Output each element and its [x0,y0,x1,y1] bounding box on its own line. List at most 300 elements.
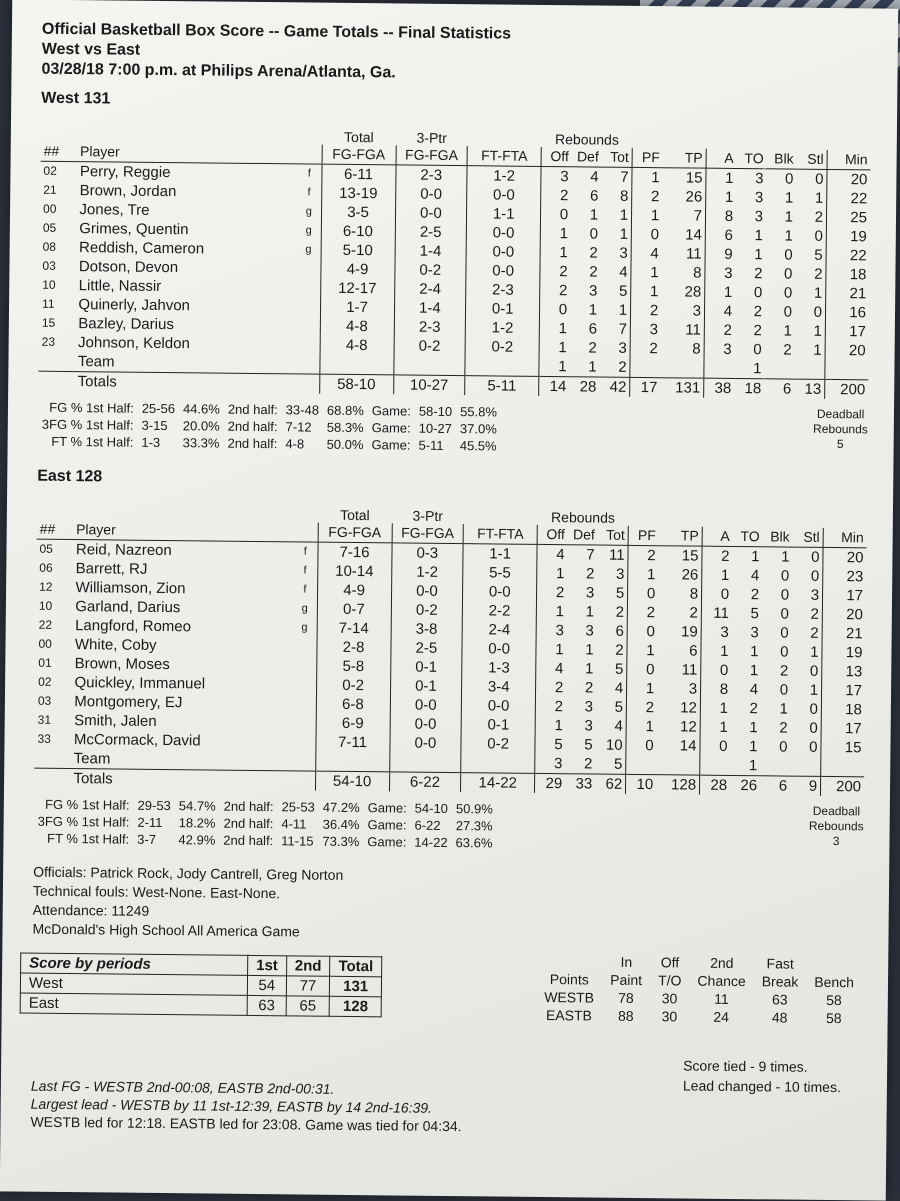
def-reb-cell: 4 [590,168,599,186]
fg-cell: 7-11 [316,733,390,753]
tot-reb-cell: 4 [596,679,627,698]
pf-cell: 1 [650,264,659,282]
off-reb-cell: 1 [555,603,565,621]
tot-reb-cell: 5 [600,282,631,301]
three-fg-cell: 0-0 [390,714,462,734]
led-for-line: WESTB led for 12:18. EASTB led for 23:08. Game was tied for 04:34. [30,1113,462,1135]
ft-cell: 5-5 [463,563,537,583]
steals-cell: 1 [795,322,826,341]
player-header: Player [73,520,294,542]
def-reb-cell: 5 [584,736,593,754]
bench-header: Bench [814,973,855,991]
player-position [296,316,320,335]
blank [34,768,71,788]
stl-header: Stl [793,528,824,548]
tot-reb-cell: 7 [601,167,632,187]
team-label: Team [77,353,115,371]
minutes-cell: 22 [850,190,868,208]
blank [291,771,315,791]
pct-h2: 11-15 [281,833,314,849]
fg-cell: 6-8 [316,695,390,715]
def-reb-cell: 2 [584,679,594,697]
def-reb-cell: 0 [589,225,599,243]
blank [38,371,75,391]
player-position [292,656,316,675]
blocks-cell: 1 [784,227,793,245]
tot-reb-cell: 4 [600,263,631,282]
period-total-score: 128 [329,996,381,1017]
player-number: 10 [38,598,53,613]
west-player-rows [38,161,870,399]
player-name: Johnson, Keldon [77,334,190,353]
ft-cell: 2-2 [463,601,537,621]
blocks-cell: 0 [780,567,790,585]
minutes-cell: 17 [849,323,866,341]
def-reb-cell: 1 [584,660,594,678]
east-deadball-rebounds [809,804,864,850]
player-name: Garland, Darius [75,598,181,617]
deadball-rebounds-label: Rebounds [808,818,864,834]
player-name: White, Coby [74,636,157,654]
tot-reb-cell: 3 [597,565,628,584]
player-number: 21 [43,182,57,197]
tot-reb-cell: 5 [596,698,627,717]
player-position: f [307,186,311,199]
tot-reb-cell: 8 [601,187,632,206]
player-number: 03 [42,258,56,273]
player-number: 33 [37,731,51,746]
off-reb-cell: 1 [555,641,564,659]
fg-cell: 5-8 [316,657,390,677]
pct-label: 3FG % 1st Half: [37,813,130,830]
minutes-cell: 20 [846,606,863,624]
off-reb-cell: 14 [539,376,570,396]
def-header: Def [572,147,602,167]
period-1-score: 54 [247,975,286,995]
min-header: Min [827,150,871,170]
off-reb-cell: 1 [559,225,569,243]
fg-cell: 2-8 [317,638,391,658]
second-chance-points: 11 [714,990,729,1007]
east-team-title: East 128 [37,467,103,486]
pct-h2: 4-11 [281,816,307,832]
blocks-cell: 1 [784,208,794,226]
assists-cell: 1 [719,699,729,717]
minutes-cell: 25 [850,209,868,227]
points-cell: 19 [658,622,702,641]
rebounds-group-header: Rebounds [551,509,616,526]
steals-cell: 13 [794,379,825,399]
off-reb-cell: 4 [556,546,565,564]
assists-cell: 1 [719,718,728,736]
pct-gl: Game: [367,800,407,816]
steals-cell [794,360,825,380]
fg-cell [319,355,393,375]
def-reb-cell: 6 [589,187,599,205]
steals-cell: 3 [792,586,823,605]
blank [295,374,319,394]
player-name: Perry, Reggie [79,163,171,182]
officials-line: Officials: Patrick Rock, Jody Cantrell, Greg Norton [33,863,344,883]
pct-h2p: 58.3% [326,419,364,436]
three-ptr-group-header: 3-Ptr [416,129,447,146]
assists-cell: 1 [724,188,734,206]
blocks-cell: 0 [780,624,789,642]
pct-label: FG % 1st Half: [49,399,134,416]
three-ptr-group-header: 3-Ptr [412,507,444,524]
fg-cell: 6-10 [321,222,395,242]
fg-cell: 54-10 [315,771,389,791]
tot-reb-cell: 2 [599,358,630,378]
pf-cell: 0 [646,661,655,679]
off-reb-cell: 1 [556,565,565,583]
assists-cell: 3 [723,340,732,358]
tot-reb-cell: 1 [601,206,632,225]
points-cell: 2 [658,603,702,622]
player-name: Smith, Jalen [74,712,157,730]
attendance-line: Attendance: 11249 [32,901,150,919]
points-cell: 8 [658,584,702,603]
deadball-rebounds-label: Rebounds [813,421,868,437]
player-position [296,278,320,297]
points-cell: 6 [658,641,702,660]
pct-h1: 29-53 [137,797,171,814]
pf-cell: 10 [626,774,657,794]
player-position: g [301,621,308,634]
pf-header: PF [628,526,659,546]
points-cell: 14 [662,225,706,244]
pct-g: 54-10 [414,800,449,817]
blocks-cell [764,359,794,379]
pct-gl: Game: [371,403,411,419]
points-cell: 3 [661,301,705,320]
blocks-cell: 0 [783,284,793,302]
def-reb-cell: 2 [585,565,595,583]
fg-cell: 3-5 [321,203,395,223]
blocks-cell: 0 [784,246,793,264]
assists-cell: 3 [720,623,729,641]
minutes-cell: 22 [849,247,867,265]
player-name: Quinerly, Jahvon [78,296,191,315]
fg-cell: 13-19 [321,184,395,204]
document-title: Official Basketball Box Score -- Game Totals -- Final Statistics [41,20,512,43]
player-position: f [303,545,307,558]
pct-g: 14-22 [414,834,448,850]
pct-h2: 25-53 [281,799,315,815]
off-header: Off [537,525,568,545]
pf-cell: 0 [646,585,656,603]
def-reb-cell: 3 [585,622,594,640]
totals-label: Totals [75,372,296,394]
to-header: TO [733,527,763,547]
player-name: Grimes, Quentin [79,220,189,239]
off-reb-cell: 1 [554,717,563,735]
blocks-cell: 1 [779,700,788,718]
off-reb-cell: 2 [559,187,569,205]
pct-label: FG % 1st Half: [44,796,130,813]
total-group-header: Total [340,506,370,524]
tot-reb-cell: 5 [595,755,626,775]
player-position [292,637,316,656]
blocks-cell: 0 [780,643,789,661]
blank [38,352,75,372]
three-fg-cell: 0-2 [394,336,466,356]
player-number: 02 [38,674,52,689]
steals-cell: 2 [792,605,823,624]
pf-cell: 3 [649,321,659,339]
document-header [41,20,872,89]
tot-reb-cell: 5 [597,584,628,603]
player-name: Reid, Nazreon [75,541,172,560]
three-fg-cell: 1-4 [395,241,467,261]
player-number: 31 [37,712,52,727]
def-reb-cell: 1 [588,358,597,376]
fg-cell: 6-11 [321,164,395,184]
three-fg-cell: 3-8 [391,619,463,639]
player-name: Langford, Romeo [75,617,192,636]
steals-cell: 1 [795,341,826,360]
steals-cell: 2 [796,208,827,227]
pct-g: 6-22 [414,817,441,833]
ft-cell [461,753,535,773]
ft-cell: 0-0 [462,639,536,659]
ft-cell: 0-0 [463,582,537,602]
bench-points: 58 [825,1009,842,1027]
blocks-cell: 0 [783,303,793,321]
def-reb-cell: 2 [589,263,598,281]
tot-reb-cell: 1 [600,301,631,320]
pct-h2p: 36.4% [322,816,360,833]
second-chance-header-1: 2nd [710,954,734,971]
player-number: 10 [42,277,56,292]
num-header: ## [37,520,74,540]
pf-cell: 1 [649,283,659,301]
player-name: Brown, Jordan [79,182,177,201]
num-header: ## [41,142,78,162]
points-cell: 26 [662,187,706,206]
player-name: Little, Nassir [78,277,162,295]
ft-cell: 1-2 [467,166,541,186]
ft-cell: 2-4 [462,620,536,640]
def-reb-cell: 33 [565,774,595,794]
steals-cell: 1 [795,284,826,303]
ft-cell: 0-0 [467,185,541,205]
pct-h2: 7-12 [285,419,312,435]
east-shooting-pct [33,796,863,856]
paint-header-2: Paint [610,971,643,989]
turnover-header-1: Off [660,954,680,971]
fg-cell: 4-9 [320,260,394,280]
player-name: Williamson, Zion [75,579,186,598]
blocks-cell: 0 [785,170,794,188]
blocks-cell: 6 [760,776,790,796]
ft-cell [465,356,539,376]
player-position [296,335,320,354]
minutes-cell: 18 [849,266,867,284]
minutes-cell: 21 [849,285,867,303]
turnovers-cell: 1 [749,662,759,680]
east-box-table [34,504,867,797]
pct-label: FT % 1st Half: [51,433,134,450]
second-chance-header-2: Chance [697,972,746,990]
period-2-score: 65 [286,996,330,1016]
tot-reb-cell: 6 [597,622,628,641]
stl-header: Stl [797,150,828,170]
turnovers-cell: 1 [754,227,763,245]
player-number: 03 [37,693,52,708]
def-reb-cell: 3 [584,717,593,735]
deadball-label: Deadball [816,406,865,422]
tot-header: Tot [602,148,633,168]
score-by-periods-table [20,953,383,1018]
pf-cell: 1 [650,207,660,225]
score-tied-line: Score tied - 9 times. [683,1057,808,1075]
player-position [296,297,320,316]
player-name: Jones, Tre [79,201,150,219]
off-reb-cell: 2 [555,584,565,602]
pct-h1p: 42.9% [178,832,216,848]
player-number: 22 [38,617,53,632]
game-flow-notes [30,1057,861,1140]
steals-cell: 9 [790,776,821,796]
turnovers-cell: 1 [749,719,758,737]
player-position [296,259,320,278]
game-notes [32,863,863,948]
turnovers-cell: 26 [730,775,760,795]
pct-h1p: 18.2% [178,815,216,831]
game-name-line: McDonald's High School All America Game [32,920,300,940]
turnovers-cell: 18 [734,378,764,398]
points-cell: 14 [657,736,701,755]
player-number: 12 [39,579,53,594]
pct-h2p: 73.3% [322,833,360,850]
blk-header: Blk [763,527,793,547]
minutes-cell: 13 [845,663,863,681]
minutes-cell [821,757,865,777]
off-reb-cell: 3 [555,622,564,640]
points-breakdown-table [536,952,862,1027]
three-fg-cell: 0-1 [390,657,462,677]
ft-cell: 14-22 [461,773,535,793]
assists-cell: 3 [724,264,733,282]
off-header: Off [541,147,572,167]
pct-label: 3FG % 1st Half: [41,416,134,433]
paint-header-1: In [620,953,633,970]
period-2-score: 77 [286,976,330,996]
points-cell: 28 [661,282,705,301]
pct-h2l: 2nd half: [227,401,278,418]
points-cell: 15 [659,546,703,566]
turnovers-cell: 1 [751,548,760,566]
turnovers-cell: 4 [749,681,759,699]
fg-cell: 4-8 [320,317,394,337]
fg-cell: 0-7 [317,600,391,620]
def-header: Def [568,525,598,545]
minutes-cell: 20 [846,549,864,567]
pf-header: PF [632,148,663,168]
pf-cell: 1 [645,680,655,698]
three-fg-cell: 0-0 [390,695,462,715]
assists-cell: 2 [723,321,732,339]
pf-cell: 0 [645,737,654,755]
points-cell: 8 [662,263,706,282]
paint-points: 78 [618,989,634,1006]
off-reb-cell: 3 [560,168,569,186]
turnovers-cell: 2 [754,265,763,283]
total-header: Total [330,956,382,977]
steals-cell: 1 [791,681,822,700]
def-reb-cell: 1 [585,641,594,659]
minutes-cell: 18 [845,701,862,719]
three-fg-cell: 0-0 [389,733,461,753]
player-number: 00 [43,201,57,216]
ft-cell: 0-0 [466,242,540,262]
tot-reb-cell: 2 [597,603,628,622]
east-player-rows [34,539,867,796]
player-position: f [303,564,307,577]
a-header: A [702,527,733,547]
pct-gp: 45.5% [459,438,497,454]
pf-cell: 17 [630,377,661,397]
pf-cell: 2 [647,547,656,565]
minutes-cell: 17 [845,682,863,700]
three-fg-cell: 2-4 [394,279,466,299]
blocks-cell: 2 [779,662,789,680]
west-shooting-pct [38,399,868,459]
ft-cell: 0-0 [466,261,540,281]
fg-cell: 58-10 [319,374,393,394]
points-cell: 12 [657,698,701,717]
points-header: Points [549,971,589,988]
assists-cell: 6 [724,226,733,244]
turnovers-cell: 3 [750,624,759,642]
deadball-value: 5 [836,437,844,452]
ft-cell: 0-0 [466,223,540,243]
ft-cell: 1-2 [466,318,540,338]
pct-gl: Game: [367,834,407,850]
pf-cell: 1 [645,718,654,736]
fg-cell: 1-7 [320,298,394,318]
blocks-cell: 0 [780,605,789,623]
off-reb-cell: 0 [559,206,569,224]
turnovers-cell: 1 [749,738,758,756]
pf-cell: 2 [646,604,656,622]
bench-points: 58 [826,991,842,1009]
turnover-points: 30 [661,1008,678,1025]
fg-header: FG-FGA [318,523,392,543]
three-fg-cell: 0-1 [390,676,462,696]
turnovers-cell: 1 [750,643,759,661]
blocks-cell [760,756,790,776]
assists-cell: 1 [723,283,733,301]
points-cell [656,755,700,775]
off-reb-cell: 29 [535,773,566,793]
period-total-score: 131 [330,976,382,997]
turnovers-cell: 0 [753,284,763,302]
ft-cell: 0-2 [465,337,539,357]
steals-cell: 0 [792,547,823,567]
pct-h1p: 33.3% [182,435,220,451]
second-chance-points: 24 [713,1008,730,1025]
fast-break-points: 63 [771,991,788,1008]
period-1-header: 1st [248,955,287,975]
three-fg-cell [393,355,465,375]
tot-reb-cell: 7 [600,320,631,339]
blank [295,354,319,374]
periods-row-east [20,993,381,1017]
player-name: Quickley, Immanuel [74,674,206,693]
fg-header: FG-FGA [322,145,396,165]
